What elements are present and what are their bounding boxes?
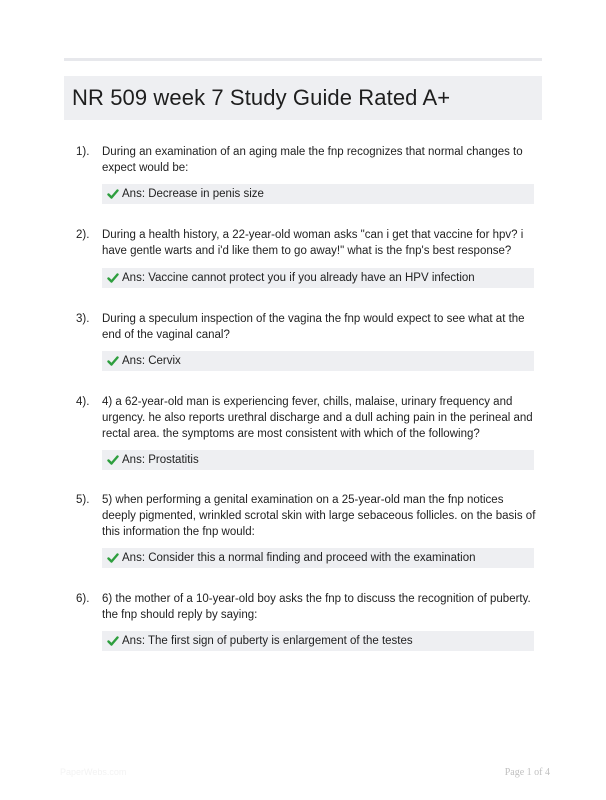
question-text: During an examination of an aging male the fnp recognizes that normal changes to expect would be:: [102, 146, 523, 174]
checkmark-icon: [107, 454, 119, 466]
page-title: NR 509 week 7 Study Guide Rated A+: [72, 85, 451, 110]
question-number: 3).: [76, 313, 90, 325]
checkmark-icon: [107, 552, 119, 564]
answer-box: [102, 450, 534, 470]
checkmark-icon: [107, 355, 119, 367]
question-number: 2).: [76, 229, 90, 241]
question-text: 5) when performing a genital examination on a 25-year-old man the fnp notices deeply pigmented, wrinkled scrotal skin with large sebaceous follicles. on the basis of this information the fnp would:: [102, 494, 536, 538]
checkmark-icon: [107, 272, 119, 284]
title-banner: [64, 76, 542, 120]
question-text: During a speculum inspection of the vagina the fnp would expect to see what at the end of the vaginal canal?: [102, 313, 525, 341]
answer-box: [102, 268, 534, 288]
answer-text: Ans: The first sign of puberty is enlargement of the testes: [122, 635, 413, 647]
answer-box: [102, 351, 534, 371]
answer-text: Ans: Consider this a normal finding and proceed with the examination: [122, 552, 476, 564]
question-text: 6) the mother of a 10-year-old boy asks the fnp to discuss the recognition of puberty. the fnp should reply by saying:: [102, 593, 531, 621]
question-number: 1).: [76, 146, 90, 158]
question-number: 6).: [76, 593, 90, 605]
question-text: 4) a 62-year-old man is experiencing fever, chills, malaise, urinary frequency and urgency. he also reports urethral discharge and a dull aching pain in the perineal and rectal area. the symptoms are most consistent with which of the following?: [102, 396, 533, 440]
answer-text: Ans: Prostatitis: [122, 454, 199, 466]
checkmark-icon: [107, 188, 119, 200]
question-number: 4).: [76, 396, 90, 408]
answer-text: Ans: Vaccine cannot protect you if you already have an HPV infection: [122, 272, 475, 284]
question-number: 5).: [76, 494, 90, 506]
answer-box: [102, 631, 534, 651]
question-text: During a health history, a 22-year-old woman asks "can i get that vaccine for hpv? i have gentle warts and i'd like them to go away!" what is the fnp's best response?: [102, 229, 524, 257]
footer-watermark: PaperWebs.com: [60, 767, 127, 777]
checkmark-icon: [107, 635, 119, 647]
answer-text: Ans: Cervix: [122, 355, 181, 367]
page-indicator: Page 1 of 4: [504, 767, 550, 778]
answer-box: [102, 548, 534, 568]
answer-text: Ans: Decrease in penis size: [122, 188, 264, 200]
answer-box: [102, 184, 534, 204]
top-divider: [64, 58, 542, 61]
